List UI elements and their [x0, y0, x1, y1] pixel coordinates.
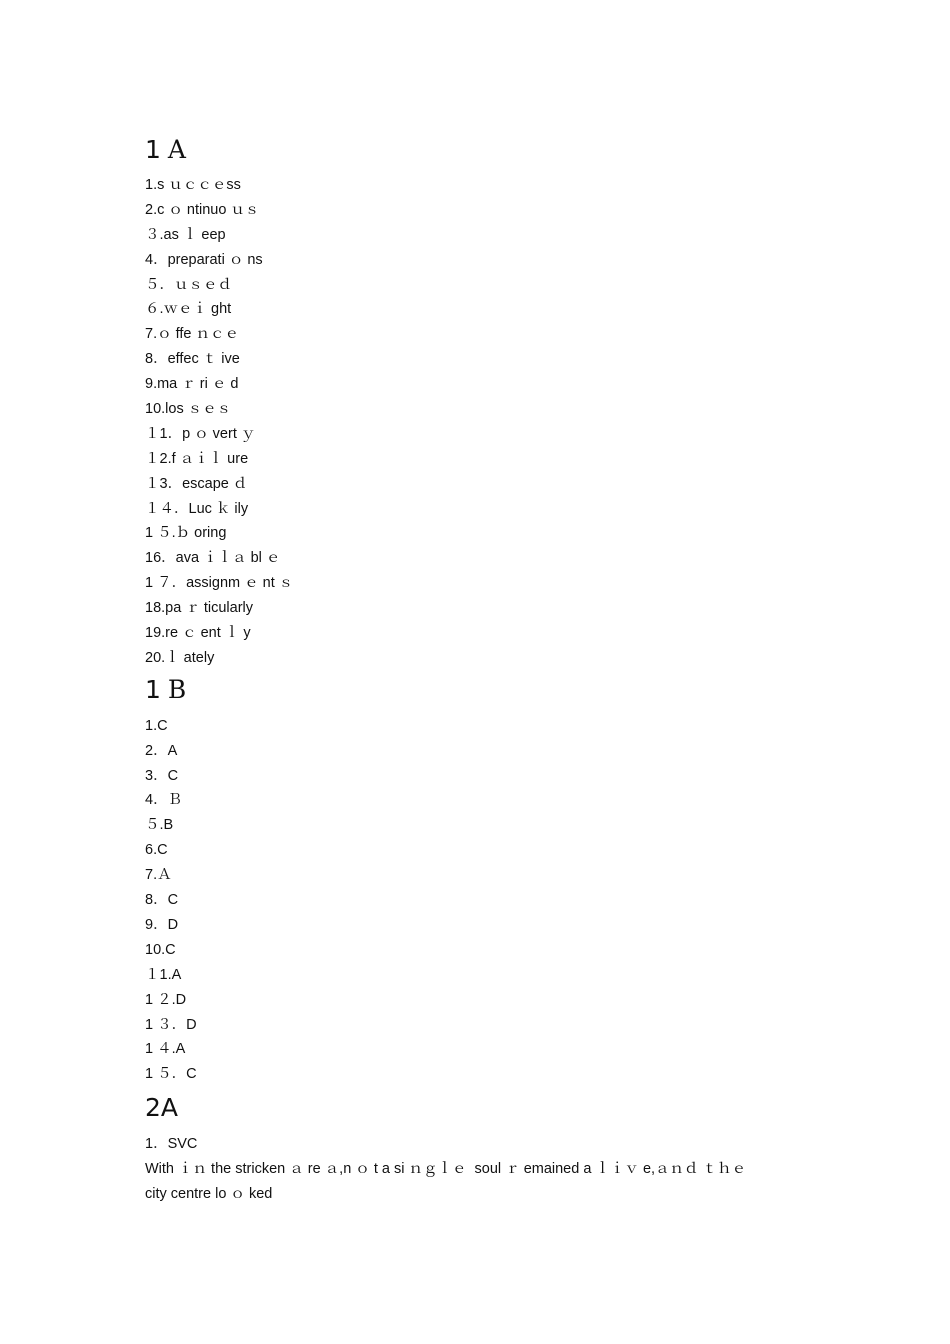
answer-item: 7.ｏ ffe ｎｃｅ [145, 326, 240, 343]
answer-item: 1 ２.D [145, 991, 187, 1008]
answer-item: 10.C [145, 941, 176, 958]
answer-item: １1.A [145, 966, 182, 983]
answer-item: 1．SVC [145, 1136, 198, 1153]
answer-item: 1.C [145, 717, 168, 734]
answer-item: ５.B [145, 817, 174, 834]
answer-item: 10.los ｓｅｓ [145, 401, 232, 418]
sentence-line-1: With ｉｎ the stricken ａ re ａ,n ｏ t a si ｎｇｌｅ soul ｒ emained a ｌｉｖ e,ａｎｄ ｔｈｅ [145, 1161, 747, 1178]
answer-item: 1 ４.A [145, 1041, 186, 1058]
answer-item: 6.C [145, 842, 168, 859]
answer-item: 9.ma ｒ ri ｅ d [145, 376, 239, 393]
answer-item: 1 ５．C [145, 1066, 197, 1083]
answer-item: 9．D [145, 916, 179, 933]
sentence-line-2: city centre lo ｏ ked [145, 1185, 273, 1202]
answer-item: 1 ３．D [145, 1016, 197, 1033]
answer-item: １1．p ｏ vert ｙ [145, 425, 256, 442]
section-heading-1a: 1 A [145, 135, 186, 164]
answer-item: 1.s ｕｃｃｅss [145, 177, 241, 193]
answer-item: 2.c ｏ ntinuo ｕｓ [145, 201, 260, 218]
answer-item: 8．effec ｔ ive [145, 351, 240, 368]
answer-list-1b [145, 714, 825, 1087]
answer-item: 18.pa ｒ ticularly [145, 600, 253, 617]
answer-item: １2.f ａｉｌ ure [145, 450, 249, 467]
section-heading-1b: 1 B [145, 674, 187, 704]
answer-item: １3．escape ｄ [145, 475, 248, 492]
answer-item: ６.ｗｅｉ ght [145, 301, 232, 318]
answer-item: 20.ｌ ately [145, 649, 215, 666]
answer-item: 4．preparati ｏ ns [145, 251, 263, 268]
answer-item: 2．A [145, 742, 178, 759]
document-page [145, 130, 825, 1207]
answer-item: 1 ７．assignm ｅ nt ｓ [145, 575, 294, 592]
answer-item: 7.Ａ [145, 867, 172, 884]
answer-item: 8．C [145, 892, 179, 909]
answer-item: 16．ava ｉｌａ bl ｅ [145, 550, 281, 567]
answer-item: ３.as ｌ eep [145, 226, 226, 243]
answer-item: 19.re ｃ ent ｌ y [145, 625, 251, 642]
answer-list-1a [145, 173, 825, 671]
answer-item: １４．Luc ｋ ily [145, 500, 249, 517]
answer-item: 3．C [145, 767, 179, 784]
answer-item: ５．ｕｓｅｄ [145, 276, 232, 293]
answer-item: 4．Ｂ [145, 792, 183, 809]
section-heading-2a: 2A [145, 1093, 179, 1123]
answer-list-2a [145, 1132, 825, 1157]
answer-item: 1 ５.ｂ oring [145, 525, 227, 542]
